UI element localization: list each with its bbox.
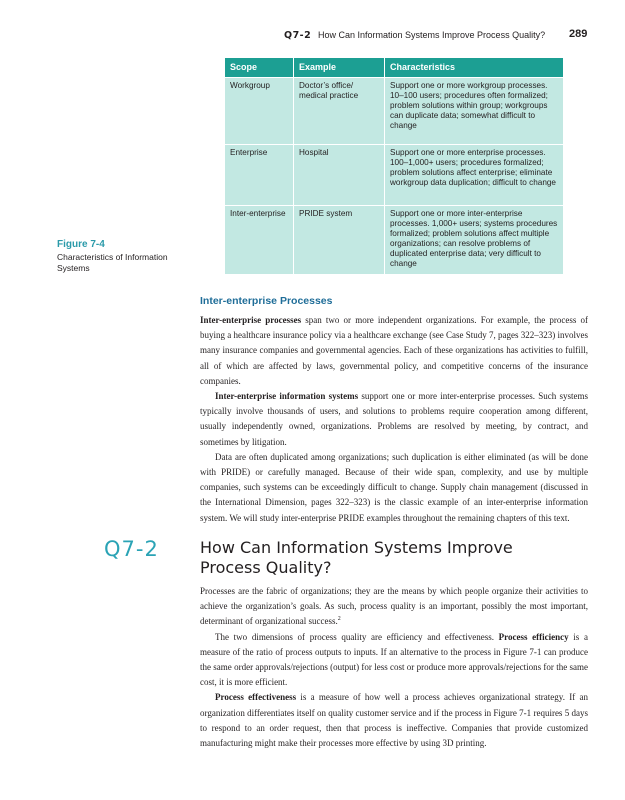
key-term: Process efficiency [498, 631, 569, 642]
figure-caption: Characteristics of Information Systems [57, 252, 168, 273]
paragraph-text: Processes are the fabric of organizations; they are the means by which people organize their activities to achieve the organization’s goals. As such, process quality is an important, possibly the most important, determinant of organizational success. [200, 586, 588, 627]
column-header: Scope [225, 58, 294, 78]
figure-label [57, 239, 197, 273]
key-term: Inter-enterprise information systems [215, 391, 359, 402]
paragraph [200, 313, 588, 389]
paragraph-text: The two dimensions of process quality are efficiency and effectiveness. [215, 631, 499, 642]
paragraph [200, 389, 588, 450]
table-row [225, 206, 564, 275]
paragraph-text: support one or more inter-enterprise processes. Such systems typically involve thousands of users, and solutions to problems require cooperation among different, usually independently owned, organizations. Problems are resolved by meeting, by contract, and sometimes by litigation. [200, 391, 588, 447]
paragraph [200, 584, 588, 630]
section-heading: Inter-enterprise Processes [200, 295, 333, 307]
question-number: Q7-2 [104, 537, 159, 561]
paragraph-text: is a measure of how well a process achieves organizational strategy. If an organization differentiates itself on quality customer service and if the process in Figure 7-1 requires 5 days to respond to an order request, then that process is ineffective. Companies that provide customized manufacturing might make their processes more effective by using 3D printing. [200, 692, 588, 749]
key-term: Process effectiveness [215, 692, 297, 703]
page-number: 289 [569, 28, 588, 40]
column-header: Example [294, 58, 385, 78]
paragraph [200, 630, 588, 691]
figure-number: Figure 7-4 [57, 239, 105, 250]
footnote-marker: 2 [337, 616, 341, 623]
column-header: Characteristics [385, 58, 564, 78]
table-cell: Support one or more workgroup processes. 10–100 users; procedures often formalized; problem solutions within group; workgroups can duplicate data; somewhat difficult to change [385, 78, 564, 145]
table-cell: PRIDE system [294, 206, 385, 275]
table-cell: Support one or more inter-enterprise processes. 1,000+ users; systems procedures formalized; problem solutions affect multiple organizations; can resolve problems of duplicated enterprise data; very difficult to change [385, 206, 564, 275]
paragraph-text: Data are often duplicated among organizations; such duplication is either eliminated (as will be done with PRIDE) or carefully managed. Because of their wide span, complexity, and use by multiple companies, such systems can be exceedingly difficult to change. Supply chain management (discussed in the International Dimension, pages 322–323) is the classic example of an inter-enterprise information system. We will study inter-enterprise PRIDE examples throughout the remaining chapters of this text. [200, 451, 588, 523]
paragraph-text: span two or more independent organizations. For example, the process of buying a healthcare insurance policy via a healthcare exchange (see Case Study 7, pages 322–323) involves many insurance companies and governmental agencies. Each of these organizations has activities to fulfill, all of which are affected by laws, governmental policy, and competitive concerns of the insurance companies. [200, 315, 588, 386]
table-cell: Doctor’s office/ medical practice [294, 78, 385, 145]
key-term: Inter-enterprise processes [200, 315, 302, 325]
question-body [200, 584, 588, 751]
table-cell: Support one or more enterprise processes. 100–1,000+ users; procedures formalized; problem solutions affect enterprise; eliminate workgroup data duplication; difficult to change [385, 145, 564, 206]
header-title: How Can Information Systems Improve Process Quality? [318, 30, 546, 40]
header-question-tag: Q7-2 [284, 30, 312, 41]
table-header-row [225, 58, 564, 78]
question-title: How Can Information Systems Improve Process Quality? [200, 538, 513, 577]
table-cell: Enterprise [225, 145, 294, 206]
paragraph-text: is a measure of the ratio of process outputs to inputs. If an alternative to the process in Figure 7-1 can produce the same order approvals/rejections (output) for less cost or produce more approvals/rejections for the same cost, it is more efficient. [200, 631, 588, 688]
table-cell: Workgroup [225, 78, 294, 145]
table-cell: Inter-enterprise [225, 206, 294, 275]
paragraph [200, 690, 588, 751]
figure-table [224, 57, 564, 275]
table-row [225, 145, 564, 206]
table-row [225, 78, 564, 145]
table-cell: Hospital [294, 145, 385, 206]
paragraph [200, 450, 588, 526]
section-body [200, 313, 588, 526]
